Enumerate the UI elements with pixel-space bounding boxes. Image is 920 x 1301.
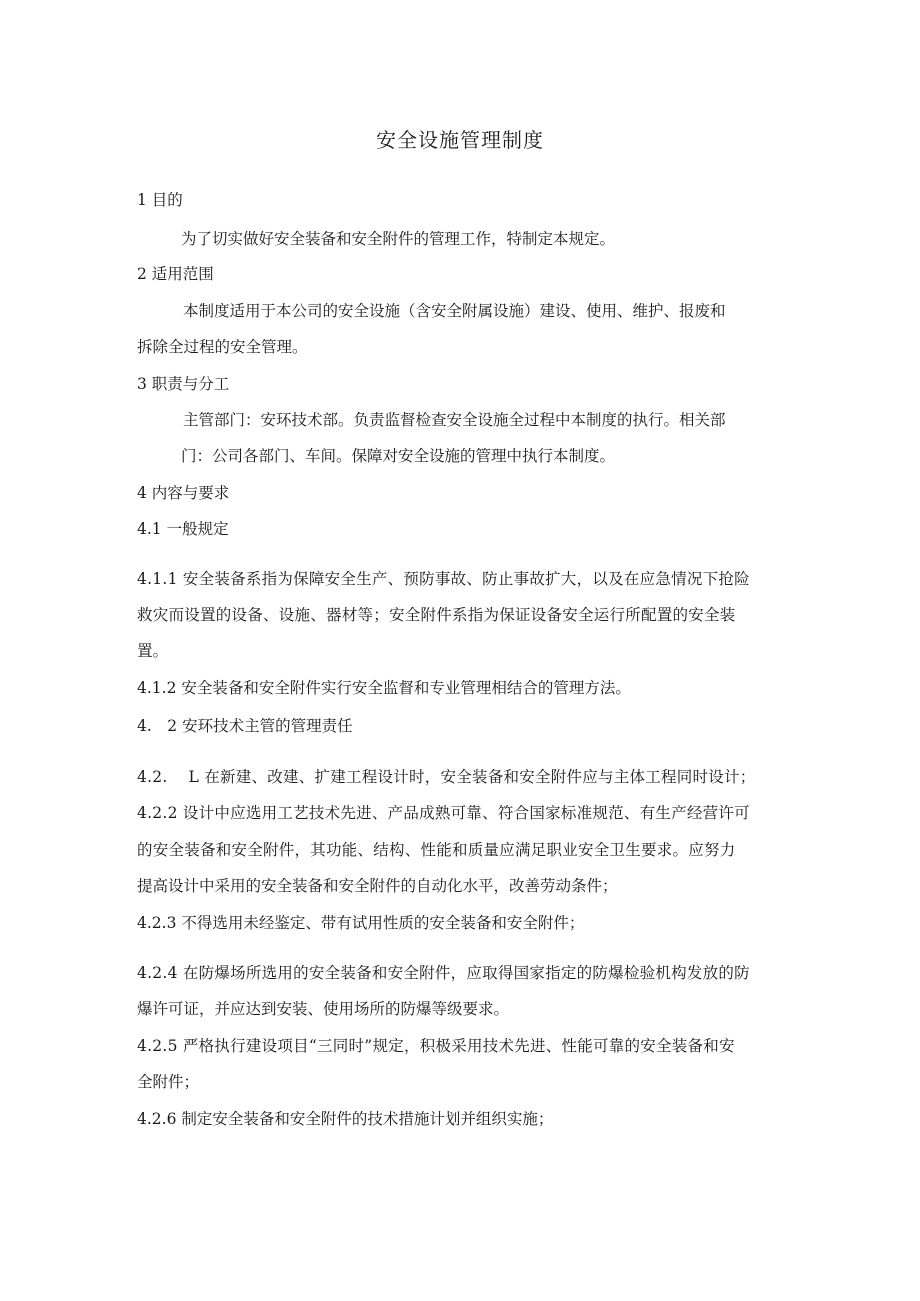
clause-4-2-5-line-1: 4.2.5 严格执行建设项目“三同时”规定，积极采用技术先进、性能可靠的安全装备和安 <box>137 1037 735 1055</box>
clause-4-2-6: 4.2.6 制定安全装备和安全附件的技术措施计划并组织实施； <box>137 1110 554 1128</box>
section-4-1-heading: 4.1 一般规定 <box>137 520 229 538</box>
clause-4-2-2-line-3: 提高设计中采用的安全装备和安全附件的自动化水平，改善劳动条件； <box>137 877 618 895</box>
section-4-2-heading: 4. 2 安环技术主管的管理责任 <box>137 717 353 735</box>
clause-4-1-1-line-3: 置。 <box>137 642 169 660</box>
document-title: 安全设施管理制度 <box>376 128 544 152</box>
section-3-paragraph-line-2: 门：公司各部门、车间。保障对安全设施的管理中执行本制度。 <box>181 447 616 465</box>
clause-4-2-4-line-2: 爆许可证，并应达到安装、使用场所的防爆等级要求。 <box>137 1000 510 1018</box>
section-2-paragraph-line-2: 拆除全过程的安全管理。 <box>137 338 308 356</box>
clause-4-2-2-line-1: 4.2.2 设计中应选用工艺技术先进、产品成熟可靠、符合国家标准规范、有生产经营许可 <box>137 804 750 822</box>
section-1-heading: 1 目的 <box>137 191 183 209</box>
section-3-paragraph-line-1: 主管部门：安环技术部。负责监督检查安全设施全过程中本制度的执行。相关部 <box>183 411 726 429</box>
section-2-heading: 2 适用范围 <box>137 265 214 283</box>
section-4-heading: 4 内容与要求 <box>137 484 230 502</box>
clause-4-2-4-line-1: 4.2.4 在防爆场所选用的安全装备和安全附件，应取得国家指定的防爆检验机构发放的防 <box>137 964 750 982</box>
section-2-paragraph-line-1: 本制度适用于本公司的安全设施（含安全附属设施）建设、使用、维护、报废和 <box>183 302 726 320</box>
clause-4-1-2: 4.1.2 安全装备和安全附件实行安全监督和专业管理相结合的管理方法。 <box>137 679 631 697</box>
clause-4-2-2-line-2: 的安全装备和安全附件，其功能、结构、性能和质量应满足职业安全卫生要求。应努力 <box>137 841 736 859</box>
clause-4-1-1-line-2: 救灾而设置的设备、设施、器材等；安全附件系指为保证设备安全运行所配置的安全装 <box>137 606 736 624</box>
clause-4-2-1: 4.2. L 在新建、改建、扩建工程设计时，安全装备和安全附件应与主体工程同时设计； <box>137 768 756 786</box>
clause-4-1-1-line-1: 4.1.1 安全装备系指为保障安全生产、预防事故、防止事故扩大，以及在应急情况下抢险 <box>137 570 750 588</box>
section-1-paragraph: 为了切实做好安全装备和安全附件的管理工作，特制定本规定。 <box>181 230 616 248</box>
clause-4-2-3: 4.2.3 不得选用未经鉴定、带有试用性质的安全装备和安全附件； <box>137 914 585 932</box>
clause-4-2-5-line-2: 全附件； <box>137 1073 200 1091</box>
section-3-heading: 3 职责与分工 <box>137 375 230 393</box>
